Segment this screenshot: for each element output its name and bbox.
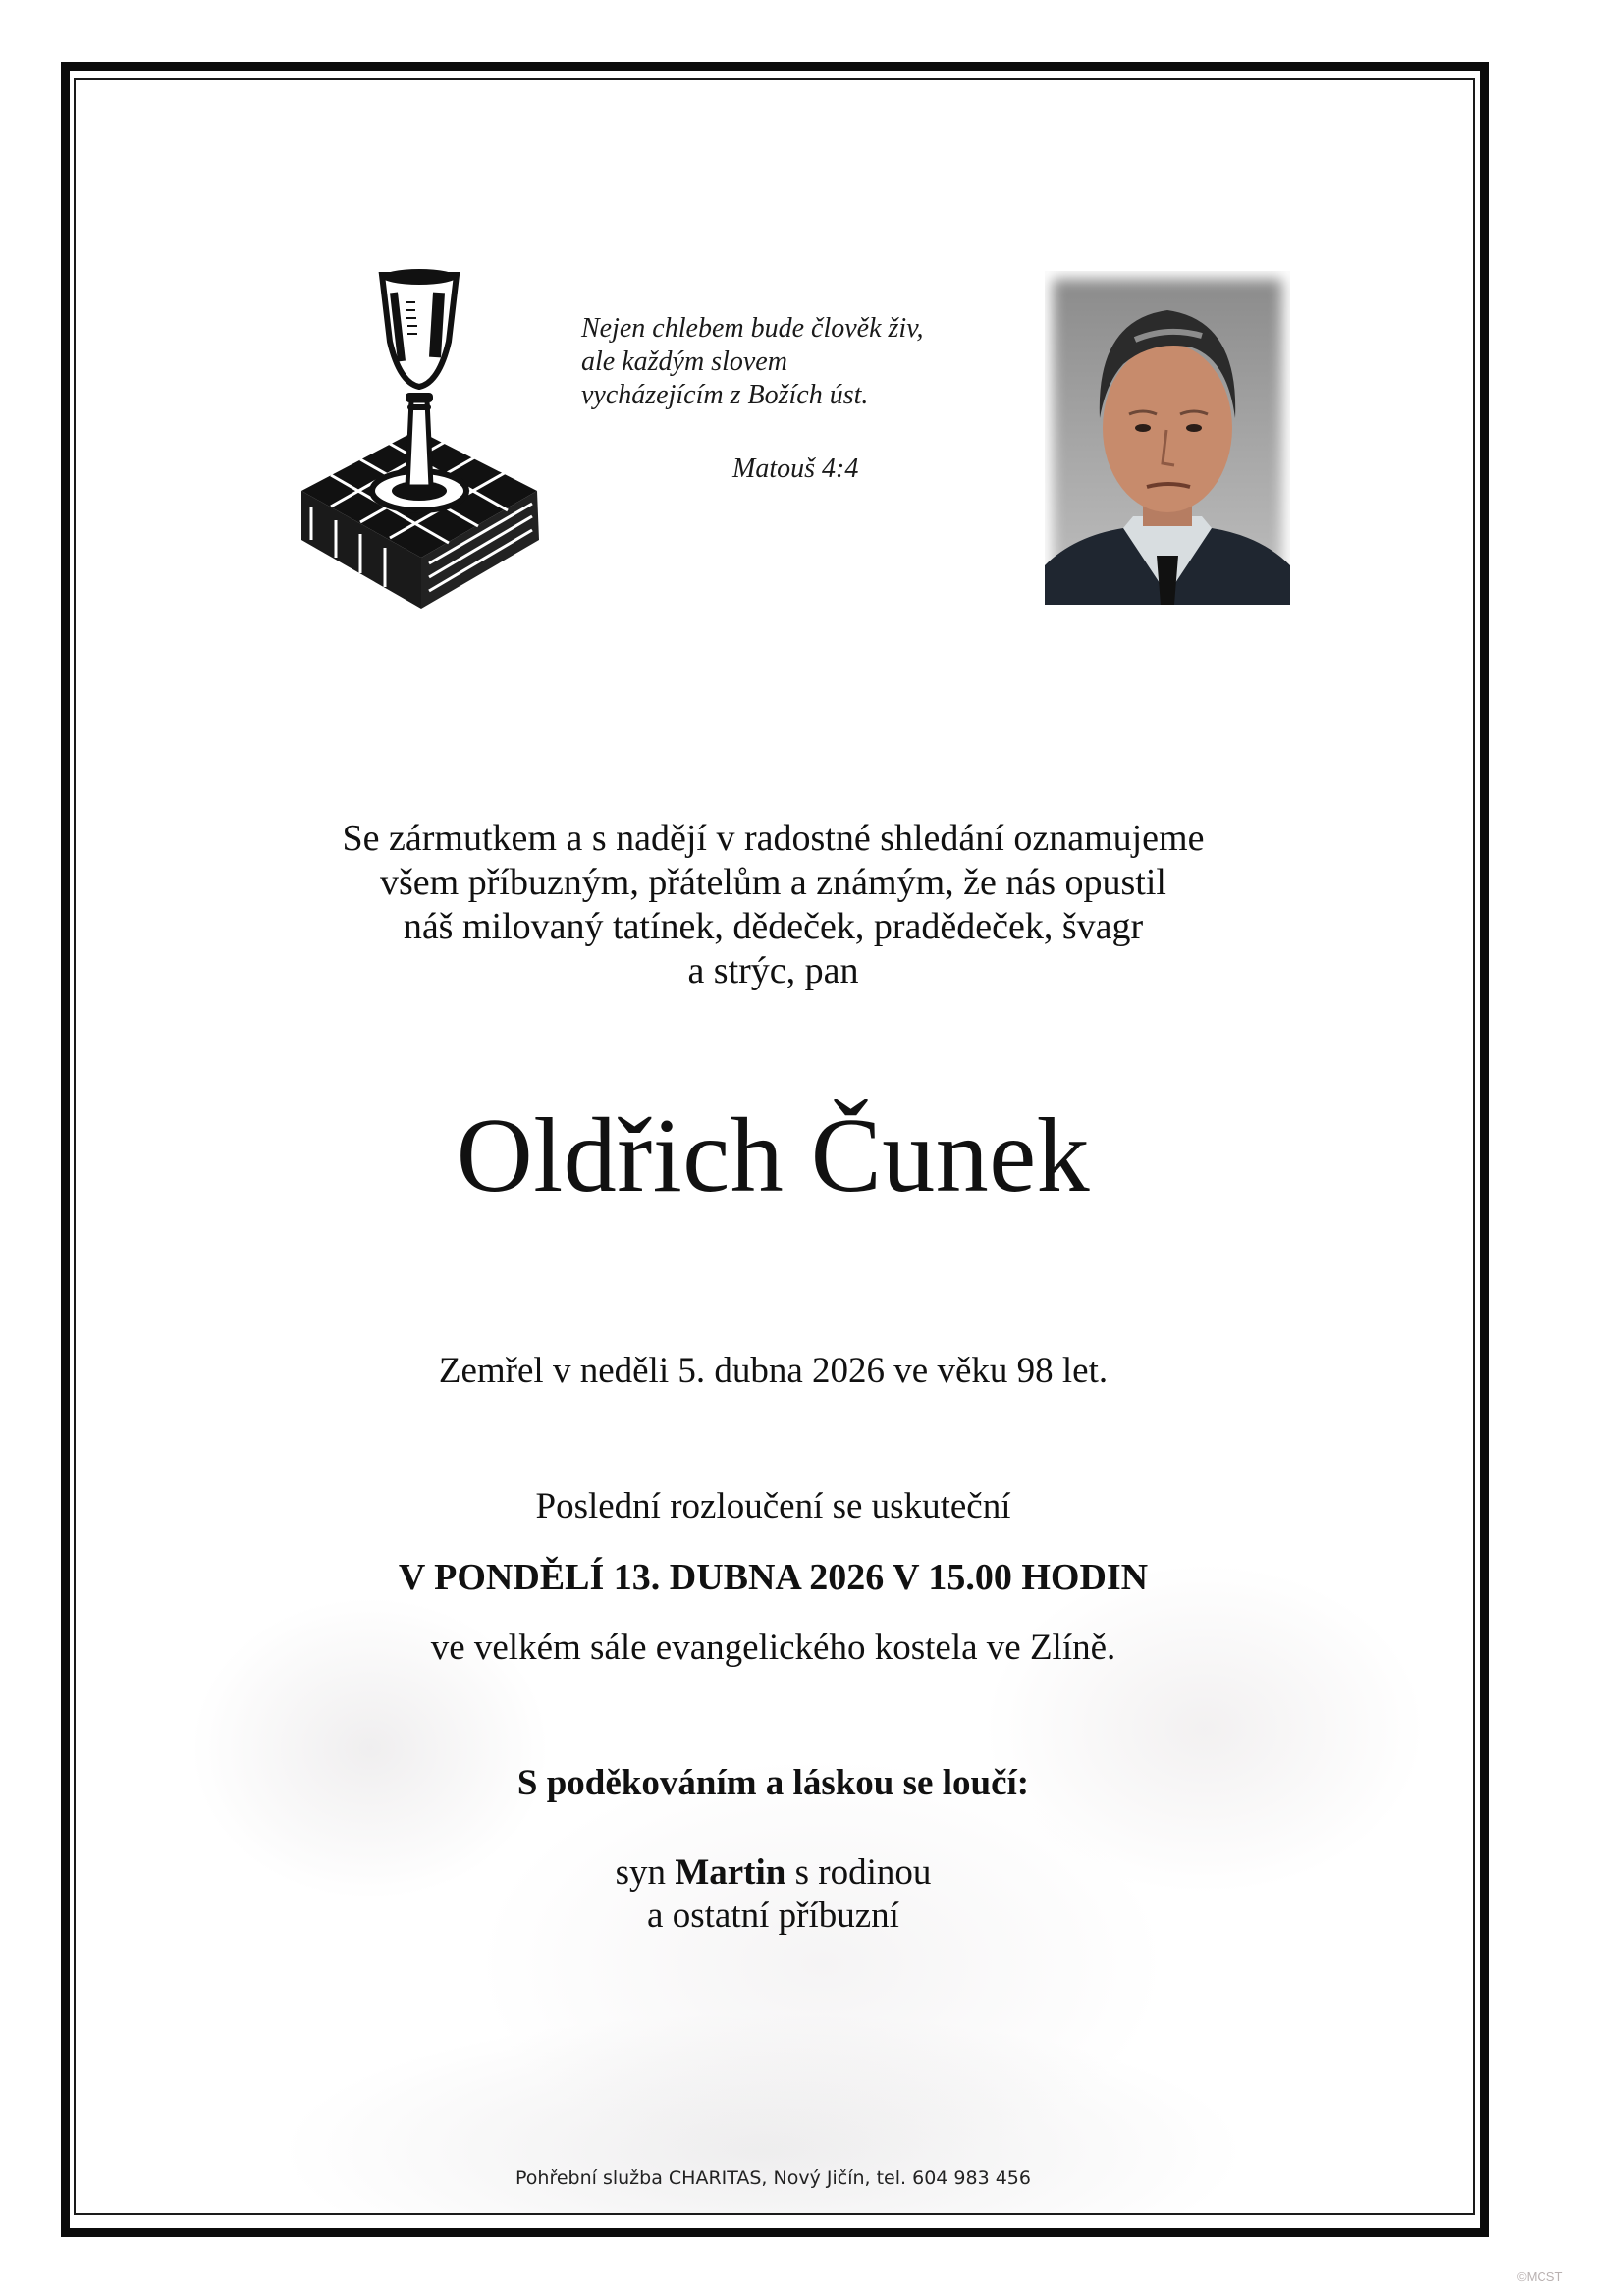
- mourner-prefix: syn: [615, 1852, 676, 1893]
- mourner-name: Martin: [675, 1852, 786, 1893]
- deceased-name: Oldřich Čunek: [456, 1097, 1091, 1214]
- portrait-image: [1045, 271, 1290, 605]
- verse-line: ale každým slovem: [581, 347, 787, 377]
- intro-line: náš milovaný tatínek, dědeček, pradědeček, švagr: [403, 906, 1144, 947]
- chalice-on-bible-icon: [292, 263, 547, 616]
- death-notice: Zemřel v neděli 5. dubna 2026 ve věku 98 let.: [438, 1351, 1109, 1391]
- bible-verse: [581, 312, 994, 412]
- intro-line: Se zármutkem a s nadějí v radostné shledání oznamujeme: [342, 818, 1205, 859]
- verse-line: vycházejícím z Božích úst.: [581, 380, 869, 410]
- portrait-photo: [1033, 257, 1298, 620]
- mourner-line: a ostatní příbuzní: [647, 1896, 899, 1936]
- mourners-heading: S poděkováním a láskou se loučí:: [516, 1763, 1030, 1803]
- announcement-intro: [74, 817, 1473, 993]
- farewell-place: ve velkém sále evangelického kostela ve Zlíně.: [430, 1628, 1116, 1668]
- farewell-intro: Poslední rozloučení se uskuteční: [535, 1486, 1011, 1526]
- funeral-service-footer: Pohřební služba CHARITAS, Nový Jičín, tel. 604 983 456: [515, 2167, 1031, 2189]
- mourners-list: [74, 1851, 1473, 1938]
- verse-line: Nejen chlebem bude člověk živ,: [581, 313, 924, 344]
- intro-line: a strýc, pan: [687, 950, 859, 991]
- mourner-suffix: s rodinou: [785, 1852, 932, 1893]
- intro-line: všem příbuzným, přátelům a známým, že nás opustil: [380, 862, 1166, 903]
- copyright-mark: ©MCST: [1517, 2269, 1563, 2284]
- verse-reference: Matouš 4:4: [732, 454, 859, 484]
- person-portrait-icon: [1045, 271, 1290, 605]
- mourner-line: [74, 1851, 1473, 1895]
- farewell-datetime: V PONDĚLÍ 13. DUBNA 2026 V 15.00 HODIN: [398, 1557, 1149, 1598]
